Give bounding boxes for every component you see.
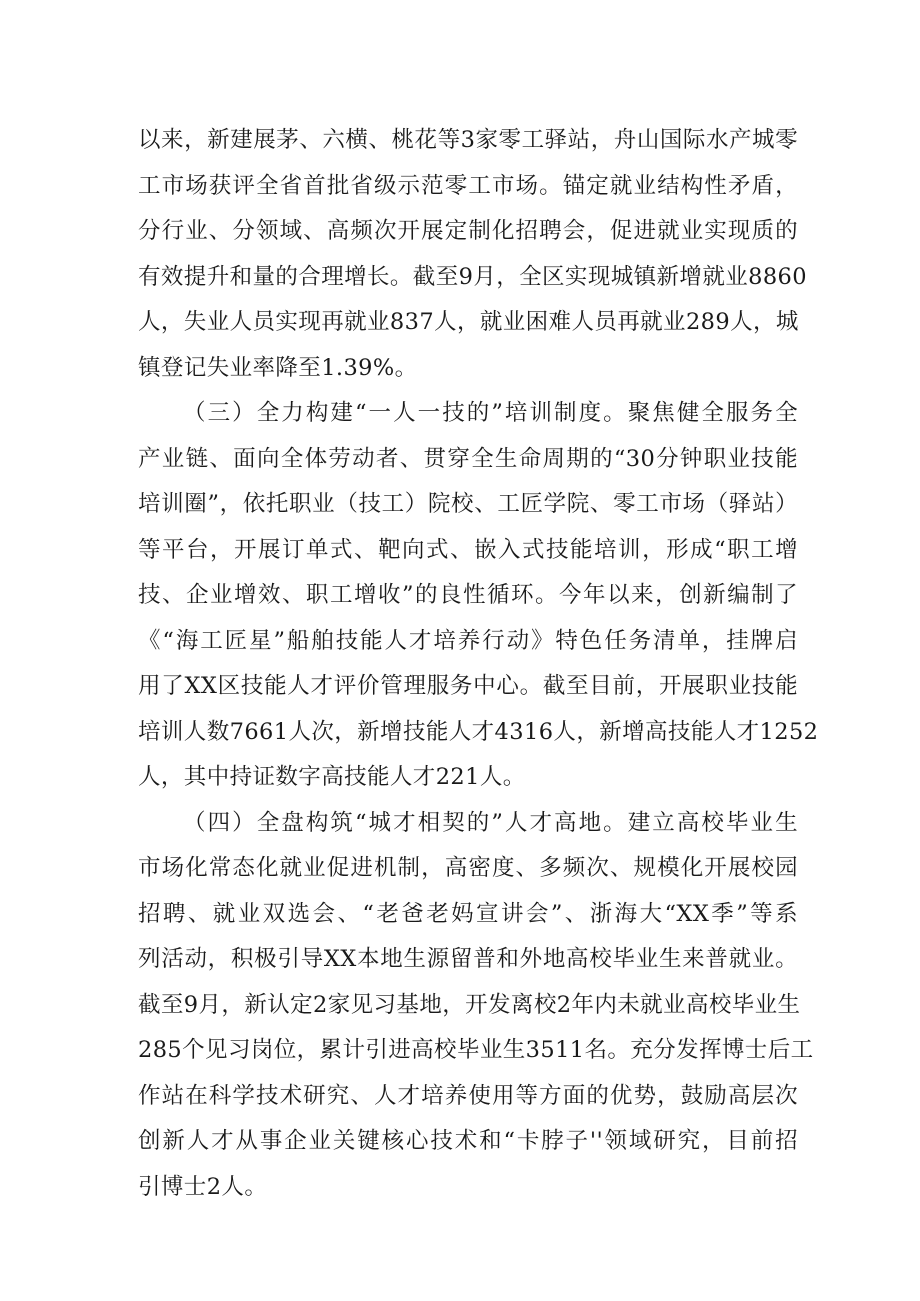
text-line-23: 创新人才从事企业关键核心技术和“卡脖子''领域研究，目前招 bbox=[138, 1128, 798, 1154]
text-line-4: 有效提升和量的合理增长。截至9月，全区实现城镇新增就业8860 bbox=[138, 263, 807, 290]
section-four-heading-line: （四）全盘构筑“城才相契的”人才高地。建立高校毕业生 bbox=[183, 809, 798, 836]
text-line-3: 分行业、分领域、高频次开展定制化招聘会，促进就业实现质的 bbox=[138, 218, 798, 244]
text-line-8: 产业链、面向全体劳动者、贯穿全生命周期的“30分钟职业技能 bbox=[138, 445, 798, 472]
text-line-15: 人，其中持证数字高技能人才221人。 bbox=[138, 764, 526, 790]
text-line-10: 等平台，开展订单式、靶向式、嵌入式技能培训，形成“职工增 bbox=[138, 536, 798, 563]
text-line-21: 285个见习岗位，累计引进高校毕业生3511名。充分发挥博士后工 bbox=[138, 1037, 814, 1063]
text-line-5: 人，失业人员实现再就业837人，就业困难人员再就业289人，城 bbox=[138, 309, 799, 335]
text-line-1: 以来，新建展茅、六横、桃花等3家零工驿站，舟山国际水产城零 bbox=[138, 127, 798, 153]
document-body bbox=[138, 118, 819, 1210]
text-line-6: 镇登记失业率降至1.39%。 bbox=[138, 354, 418, 381]
text-line-18: 招聘、就业双选会、“老爸老妈宣讲会”、浙海大“XX季”等系 bbox=[138, 900, 798, 927]
text-line-12: 《“海工匠星”船舶技能人才培养行动》特色任务清单，挂牌启 bbox=[138, 627, 798, 654]
text-line-2: 工市场获评全省首批省级示范零工市场。锚定就业结构性矛盾， bbox=[138, 172, 798, 199]
section-three-heading-line: （三）全力构建“一人一技的”培训制度。聚焦健全服务全 bbox=[183, 400, 798, 426]
text-line-13: 用了XX区技能人才评价管理服务中心。截至目前，开展职业技能 bbox=[138, 673, 798, 699]
text-line-22: 作站在科学技术研究、人才培养使用等方面的优势，鼓励高层次 bbox=[138, 1082, 798, 1109]
text-line-19: 列活动，积极引导XX本地生源留普和外地高校毕业生来普就业。 bbox=[138, 946, 798, 972]
text-line-17: 市场化常态化就业促进机制，高密度、多频次、规模化开展校园 bbox=[138, 855, 798, 881]
text-line-11: 技、企业增效、职工增收”的良性循环。今年以来，创新编制了 bbox=[138, 582, 798, 608]
text-line-24: 引博士2人。 bbox=[138, 1173, 268, 1200]
text-line-9: 培训圈”，依托职业（技工）院校、工匠学院、零工市场（驿站） bbox=[138, 491, 798, 517]
text-line-14: 培训人数7661人次，新增技能人才4316人，新增高技能人才1252 bbox=[138, 718, 819, 745]
text-line-20: 截至9月，新认定2家见习基地，开发离校2年内未就业高校毕业生 bbox=[138, 991, 801, 1018]
